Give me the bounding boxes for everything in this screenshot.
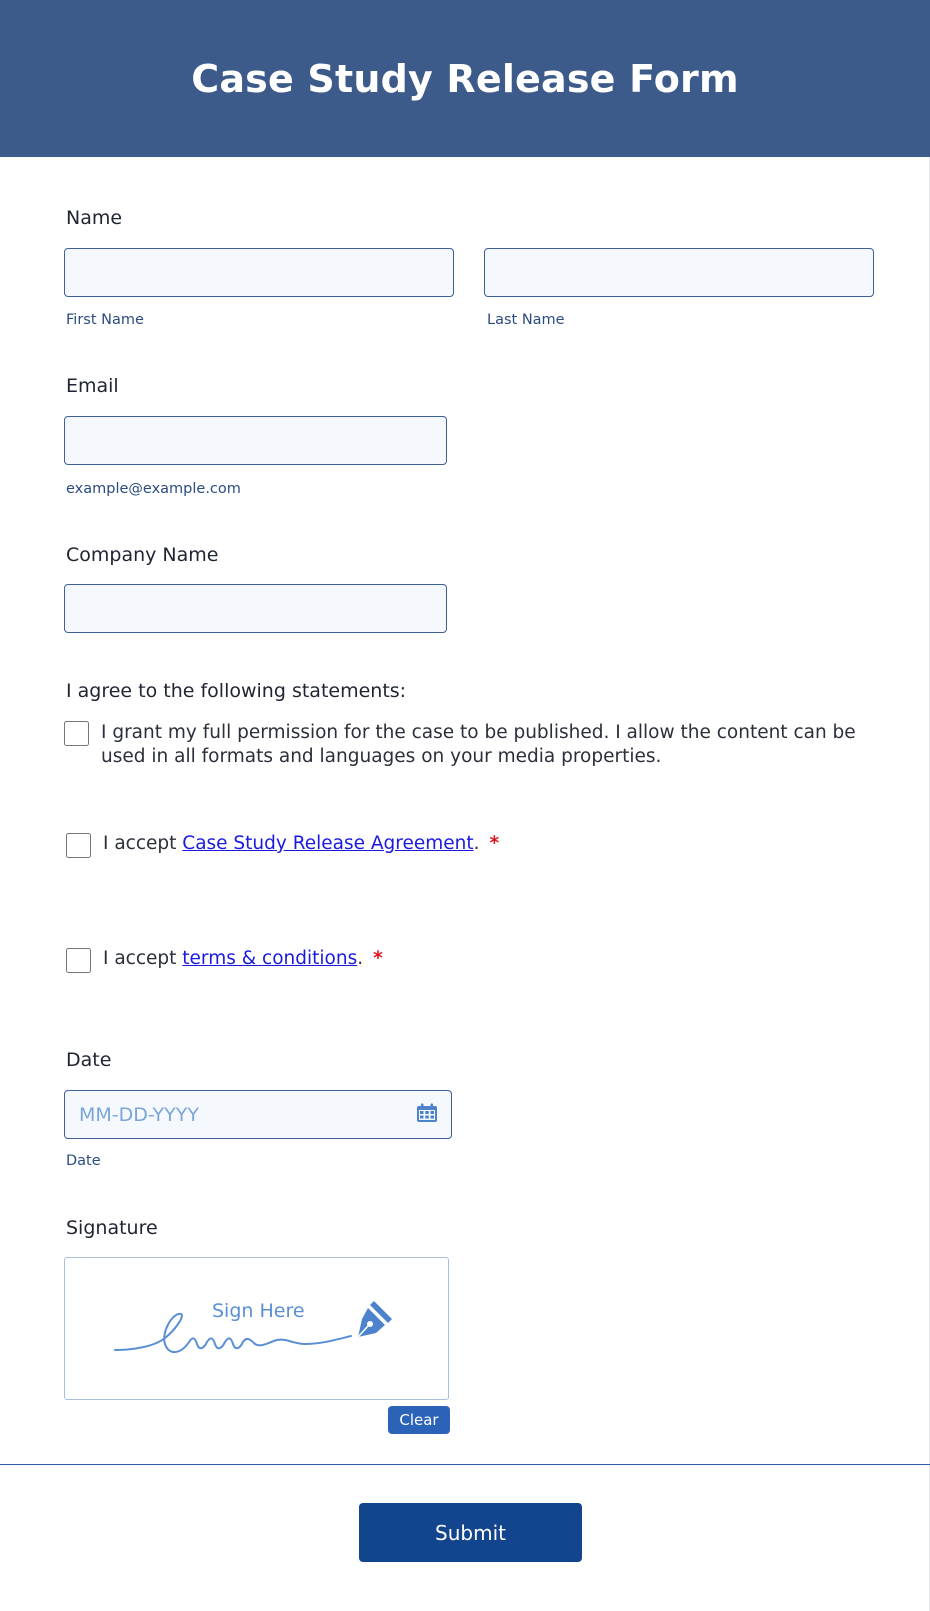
pen-nib-icon (352, 1297, 396, 1341)
release-agreement-text (103, 832, 499, 856)
signature-pad[interactable] (64, 1257, 449, 1400)
footer-divider (0, 1464, 930, 1465)
email-input[interactable] (64, 416, 447, 465)
terms-prefix: I accept (103, 948, 183, 969)
clear-signature-button[interactable]: Clear (388, 1406, 450, 1434)
calendar-icon[interactable] (416, 1103, 438, 1123)
permission-checkbox[interactable] (64, 721, 89, 746)
form-title: Case Study Release Form (191, 56, 739, 101)
release-agreement-suffix: . (473, 833, 480, 854)
release-agreement-link[interactable]: Case Study Release Agreement (182, 833, 474, 854)
form-header (0, 0, 930, 157)
terms-checkbox[interactable] (66, 948, 91, 973)
email-label: Email (66, 375, 119, 397)
email-sublabel: example@example.com (66, 481, 241, 497)
submit-button[interactable]: Submit (359, 1503, 582, 1562)
first-name-sublabel: First Name (66, 312, 144, 328)
agreements-heading: I agree to the following statements: (66, 680, 407, 702)
required-asterisk: * (489, 833, 500, 854)
name-label: Name (66, 207, 123, 229)
first-name-input[interactable] (64, 248, 454, 297)
release-agreement-checkbox[interactable] (66, 833, 91, 858)
terms-link[interactable]: terms & conditions (182, 948, 358, 969)
date-label: Date (66, 1049, 112, 1071)
signature-label: Signature (66, 1217, 158, 1239)
date-sublabel: Date (66, 1153, 101, 1169)
permission-text: I grant my full permission for the case to be published. I allow the content can be used in all formats and languages on your media properties. (101, 722, 856, 767)
company-name-label: Company Name (66, 544, 219, 566)
last-name-input[interactable] (484, 248, 874, 297)
required-asterisk: * (373, 948, 383, 969)
terms-suffix: . (357, 948, 364, 969)
release-agreement-prefix: I accept (103, 833, 183, 854)
date-input[interactable] (64, 1090, 452, 1139)
sign-here-text: Sign Here (212, 1300, 305, 1322)
terms-text (103, 947, 383, 971)
company-name-input[interactable] (64, 584, 447, 633)
last-name-sublabel: Last Name (487, 312, 565, 328)
